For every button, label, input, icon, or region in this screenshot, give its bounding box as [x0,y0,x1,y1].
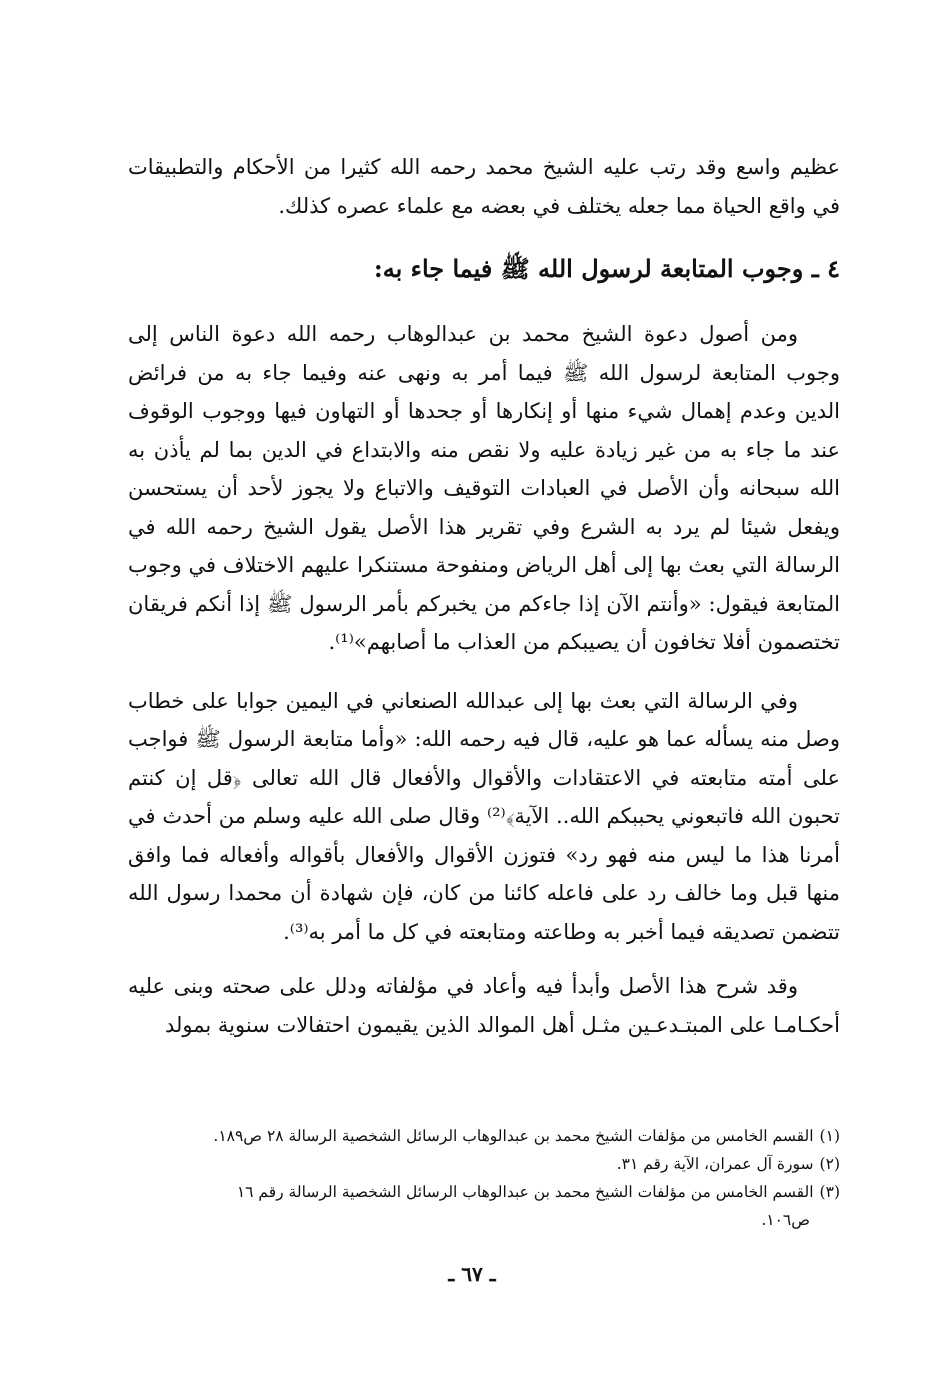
footnote-text: سورة آل عمران، الآية رقم ٣١. [616,1155,814,1173]
section-heading: ٤ ـ وجوب المتابعة لرسول الله ﷺ فيما جاء به: [373,254,840,283]
footnote-number: (٢) [819,1155,840,1173]
body-paragraph-1-text: ومن أصول دعوة الشيخ محمد بن عبدالوهاب رحمه الله دعوة الناس إلى وجوب المتابعة لرسول الله ﷺ فيما أمر به ونهى عنه وفيما جاء به من فرائض الدين وعدم إهمال شيء منها أو إنكارها أو جحدها أو التهاون فيها ووجوب الوقوف عند ما جاء به من غير زيادة عليه ولا نقص منه والابتداع في الدين بما لم يأذن به الله سبحانه وأن الأصل في العبادات التوقيف والاتباع ولا يجوز لأحد أن يستحسن ويفعل شيئا لم يرد به الشرع وفي تقرير هذا الأصل يقول الشيخ رحمه الله في الرسالة التي بعث بها إلى أهل الرياض ومنفوحة مستنكرا عليهم الاختلاف في وجوب المتابعة فيقول: «وأنتم الآن إذا جاءكم من يخبركم بأمر الرسول ﷺ إذا أنكم فريقان تختصمون أفلا تخافون أن يصيبكم من العذاب ما أصابهم»⁽¹⁾. [128,322,840,654]
intro-paragraph: عظيم واسع وقد رتب عليه الشيخ محمد رحمه الله كثيرا من الأحكام والتطبيقات في واقع الحياة مما جعله يختلف في بعضه مع علماء عصره كذلك. [128,155,840,218]
footnote-number: (١) [819,1127,840,1145]
body-paragraph-2-text: وفي الرسالة التي بعث بها إلى عبدالله الصنعاني في اليمين جوابا على خطاب وصل منه يسأله عما هو عليه، قال فيه رحمه الله: «وأما متابعة الرسول ﷺ فواجب على أمته متابعته في الاعتقادات والأقوال والأفعال قال الله تعالى ﴿قل إن كنتم تحبون الله فاتبعوني يحببكم الله.. الآية﴾⁽²⁾ وقال صلى الله عليه وسلم من أحدث في أمرنا هذا ما ليس منه فهو رد» فتوزن الأقوال والأفعال بأقواله وأفعاله فما وافق منها قبل وما خالف رد على فاعله كائنا من كان، فإن شهادة أن محمدا رسول الله تتضمن تصديقه فيما أخبر به وطاعته ومتابعته في كل ما أمر به⁽³⁾. [128,688,840,944]
footnote-number: (٣) [819,1183,840,1201]
footnote-text: القسم الخامس من مؤلفات الشيخ محمد بن عبدالوهاب الرسائل الشخصية الرسالة ٢٨ ص١٨٩. [213,1127,814,1145]
footnote-3 [128,1178,840,1206]
footnote-text: القسم الخامس من مؤلفات الشيخ محمد بن عبدالوهاب الرسائل الشخصية الرسالة رقم ١٦ [236,1183,814,1201]
footnote-2 [128,1150,840,1178]
body-paragraph-1 [128,315,840,662]
page-number: ـ ٦٧ ـ [448,1262,496,1286]
body-paragraph-3 [128,967,840,1044]
footnote-3-continuation: ص١٠٦. [761,1211,810,1229]
footnote-1 [128,1122,840,1150]
footnotes [128,1122,840,1234]
body-paragraph-3-text: وقد شرح هذا الأصل وأبدأ فيه وأعاد في مؤلفاته ودلل على صحته وبنى عليه أحكـامـا على المبتـدعـين مثـل أهل الموالد الذين يقيمون احتفالات سنوية بمولد [128,974,840,1037]
page-body [128,148,840,1044]
body-paragraph-2 [128,682,840,952]
